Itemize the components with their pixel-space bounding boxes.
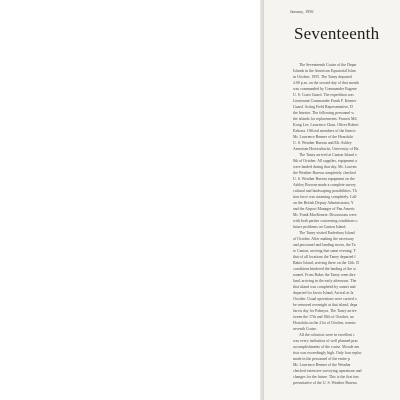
body-line: The Taney arrived at Canton Island o [299, 153, 357, 157]
document-page [264, 0, 400, 400]
body-line: was commanded by Commander Eugene [293, 87, 357, 91]
body-line: Honolulu on the 21st of October, termin [293, 321, 356, 325]
body-line: U. S. Weather Bureau and Mr. Ashley [293, 141, 352, 145]
body-line: tween the 17th and 18th of October, an [293, 315, 354, 319]
body-line: Mr. Frank MacKenzie. Discussions were [293, 213, 357, 217]
body-line: of October. After making the necessary [293, 237, 354, 241]
body-line: sonnel. From Baker the Taney went dire [293, 273, 356, 277]
body-line: cultural and landscaping possibilities. Th [293, 189, 357, 193]
body-line: in October, 1955. The Taney departed [293, 75, 352, 79]
body-line: 2:00 p.m. on the second day of that month [293, 81, 359, 85]
body-line: accomplishments of the cruise. Morale am [293, 345, 360, 349]
body-line: the Weather Bureau completely checked [293, 171, 356, 175]
body-line: that of all locations the Taney departed f [293, 255, 356, 259]
body-text [293, 62, 400, 386]
page-header-date: January, 1956 [290, 9, 314, 14]
body-line: be removed overnight at that island, depa [293, 303, 358, 307]
body-line: The Taney visited Enderbury Island [299, 231, 355, 235]
body-line: Kong Lee, Lawrence Chun, Oliver Robert [293, 123, 359, 127]
body-line: the Interior. The following personnel w [293, 111, 355, 115]
body-line: made in the personnel of the entire p [293, 357, 350, 361]
body-line: All the colonists were in excellent c [299, 333, 355, 337]
body-line: and the Airport Manager of Pan Americ [293, 207, 355, 211]
body-line: presentative of the U. S. Weather Bureau [293, 381, 357, 385]
body-line: conditions hindered the landing of the st [293, 267, 356, 271]
body-line: 8th of October. All supplies, equipment a [293, 159, 357, 163]
body-line: American Horticulturist, University of Ha [293, 147, 359, 151]
body-line: Ashley Browne made a complete survey [293, 183, 356, 187]
body-line: Guard. Acting Field Representative, D [293, 105, 353, 109]
body-line: checked extensive surveying operations and [293, 369, 362, 373]
page-title: Seventeenth [294, 24, 380, 43]
body-line: seventh Cruise. [293, 327, 317, 331]
body-line: Lieutenant Commander Frank F. Kenner [293, 99, 357, 103]
body-line: Jarvis day for Palmyra. The Taney arrive [293, 309, 357, 313]
body-line: tists was exceedingly high. Only four replac [293, 351, 362, 355]
body-line: the islands for replacements: Francis Mil [293, 117, 357, 121]
body-line: The Seventeenth Cruise of the Depar [299, 63, 357, 67]
body-line: U. S. Weather Bureau equipment on the [293, 177, 355, 181]
body-line: land, arriving in the early afternoon. The [293, 279, 357, 283]
body-line: future problems on Canton Island. [293, 225, 347, 229]
body-line: Mr. Lawrence Benner of the Honolulu [293, 135, 353, 139]
body-line: Islands in the American Equatorial Islan [293, 69, 356, 73]
body-line: Baker Island, arriving there on the 12th. D [293, 261, 360, 265]
body-line: that island was completed by sunset and [293, 285, 356, 289]
body-line: was every indication of well planned prac [293, 339, 359, 343]
body-line: changes for the future. This is the first tim [293, 375, 359, 379]
body-line: were landed during that day. Mr. Lawren [293, 165, 357, 169]
body-line: departed for Jarvis Island, Arrival at Ja [293, 291, 354, 295]
body-line: tion force was steaming completely. Call [293, 195, 357, 199]
body-line: on the British Deputy Administrator, Y [293, 201, 354, 205]
body-line: October. Usual operations were carried o [293, 297, 357, 301]
body-line: Mr. Lawrence Benner of the Weather [293, 363, 351, 367]
body-line: to Canton, arriving that same evening. T [293, 249, 356, 253]
body-line: with both parties concerning conditions o [293, 219, 358, 223]
body-line: and personnel and landing stores, the Ta [293, 243, 356, 247]
body-line: Kekona. Official members of the Interio [293, 129, 356, 133]
body-line: U. S. Coast Guard. The expedition was [293, 93, 354, 97]
